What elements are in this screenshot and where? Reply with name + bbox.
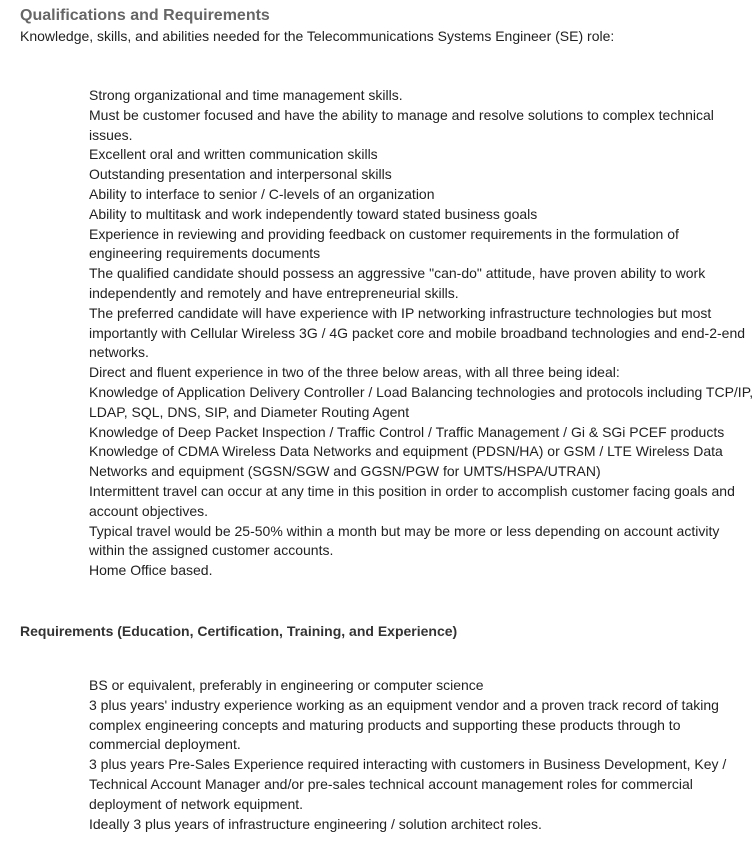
list-item: 3 plus years Pre-Sales Experience required interacting with customers in Business Development, Key / Technical Account Manager and/or pre-sales technical account management roles for commercial deployment of network equipment. bbox=[89, 756, 727, 812]
list-item: The qualified candidate should possess an aggressive "can-do" attitude, have proven ability to work independently and remotely and have entrepreneurial skills. bbox=[89, 265, 706, 301]
list-item: Intermittent travel can occur at any time in this position in order to accomplish customer facing goals and account objectives. bbox=[89, 482, 735, 519]
list-item: The preferred candidate will have experience with IP networking infrastructure technologies but most importantly with Cellular Wireless 3G / 4G packet core and mobile broadband technologies and end-2-end networks. bbox=[89, 304, 746, 361]
list-item: Direct and fluent experience in two of the three below areas, with all three being ideal: bbox=[89, 364, 620, 381]
list-item: Experience in reviewing and providing feedback on customer requirements in the formulation of engineering requirements documents bbox=[89, 225, 679, 262]
list-item: Ability to multitask and work independently toward stated business goals bbox=[89, 205, 538, 222]
list-item: Knowledge of CDMA Wireless Data Networks and equipment (PDSN/HA) or GSM / LTE Wireless Data Networks and equipment (SGSN/SGW and GGSN/PGW for UMTS/HSPA/UTRAN) bbox=[89, 443, 723, 480]
section-title: Qualifications and Requirements bbox=[20, 7, 270, 24]
job-description bbox=[20, 6, 754, 834]
requirements-title: Requirements (Education, Certification, Training, and Experience) bbox=[20, 622, 458, 639]
section-intro: Knowledge, skills, and abilities needed for the Telecommunications Systems Engineer (SE) role: bbox=[20, 28, 615, 44]
list-item: Outstanding presentation and interpersonal skills bbox=[89, 166, 392, 183]
list-item: Ideally 3 plus years of infrastructure engineering / solution architect roles. bbox=[89, 815, 542, 832]
list-item: Ability to interface to senior / C-levels of an organization bbox=[89, 185, 435, 202]
list-item: Must be customer focused and have the ability to manage and resolve solutions to complex technical issues. bbox=[89, 106, 714, 143]
list-item: BS or equivalent, preferably in engineering or computer science bbox=[89, 676, 484, 693]
qualifications-list bbox=[20, 86, 754, 581]
list-item: Home Office based. bbox=[89, 562, 213, 579]
list-item: Strong organizational and time management skills. bbox=[89, 87, 403, 103]
list-item: Knowledge of Application Delivery Controller / Load Balancing technologies and protocols including TCP/IP, LDAP, SQL, DNS, SIP, and Diameter Routing Agent bbox=[89, 383, 754, 420]
list-item: Typical travel would be 25-50% within a month but may be more or less depending on account activity within the assigned customer accounts. bbox=[89, 522, 720, 559]
list-item: Knowledge of Deep Packet Inspection / Traffic Control / Traffic Management / Gi & SGi PCEF products bbox=[89, 423, 725, 440]
requirements-list bbox=[20, 676, 754, 834]
list-item: 3 plus years' industry experience working as an equipment vendor and a proven track record of taking complex engineering concepts and maturing products and supporting these products through to commercial deployment. bbox=[89, 696, 719, 753]
list-item: Excellent oral and written communication skills bbox=[89, 146, 378, 163]
